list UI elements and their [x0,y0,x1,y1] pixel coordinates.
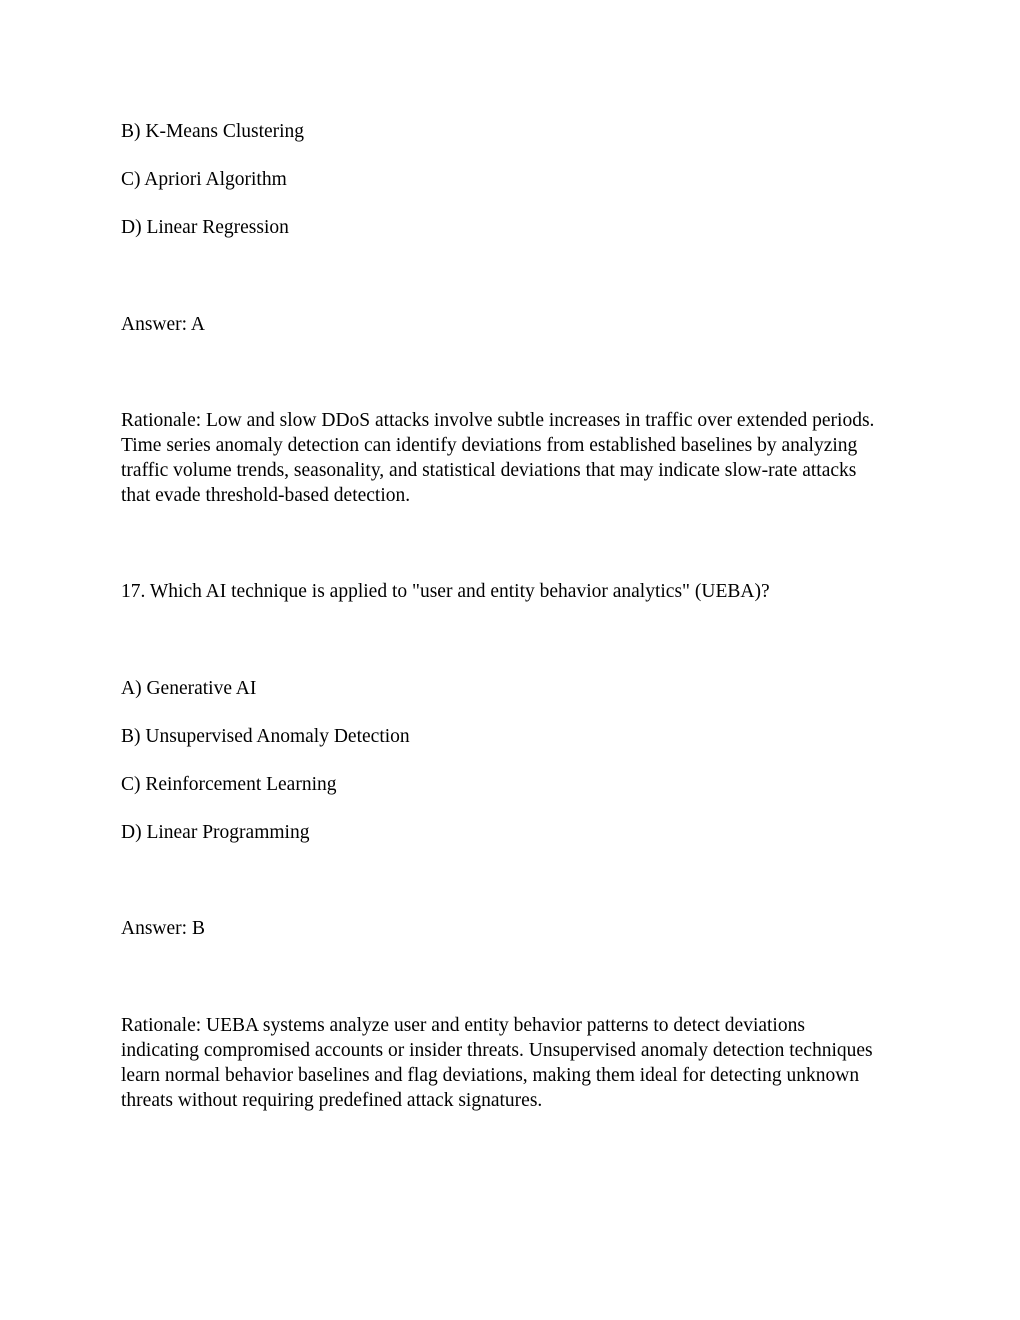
option-a-generative-ai: A) Generative AI [121,678,257,699]
answer-16: Answer: A [121,314,205,335]
rationale-17-line-1: Rationale: UEBA systems analyze user and entity behavior patterns to detect deviations [121,1015,805,1036]
option-d-linear-programming: D) Linear Programming [121,822,310,843]
rationale-17-line-2: indicating compromised accounts or insider threats. Unsupervised anomaly detection techniques [121,1040,873,1061]
option-b-unsupervised-anomaly-detection: B) Unsupervised Anomaly Detection [121,726,410,747]
option-b-kmeans: B) K-Means Clustering [121,121,305,142]
rationale-17 [121,1013,911,1113]
question-17: 17. Which AI technique is applied to "user and entity behavior analytics" (UEBA)? [121,581,770,602]
rationale-16-line-3: traffic volume trends, seasonality, and statistical deviations that may indicate slow-rate attacks [121,460,857,481]
option-c-reinforcement-learning: C) Reinforcement Learning [121,774,337,795]
rationale-16-line-1: Rationale: Low and slow DDoS attacks involve subtle increases in traffic over extended periods. [121,410,875,431]
rationale-16-line-2: Time series anomaly detection can identify deviations from established baselines by analyzing [121,435,858,456]
option-c-apriori: C) Apriori Algorithm [121,169,287,190]
answer-17: Answer: B [121,918,205,939]
rationale-17-line-3: learn normal behavior baselines and flag deviations, making them ideal for detecting unknown [121,1065,860,1086]
rationale-16 [121,408,911,508]
rationale-17-line-4: threats without requiring predefined attack signatures. [121,1090,543,1111]
rationale-16-line-4: that evade threshold-based detection. [121,485,411,506]
option-d-linear-regression: D) Linear Regression [121,217,289,238]
